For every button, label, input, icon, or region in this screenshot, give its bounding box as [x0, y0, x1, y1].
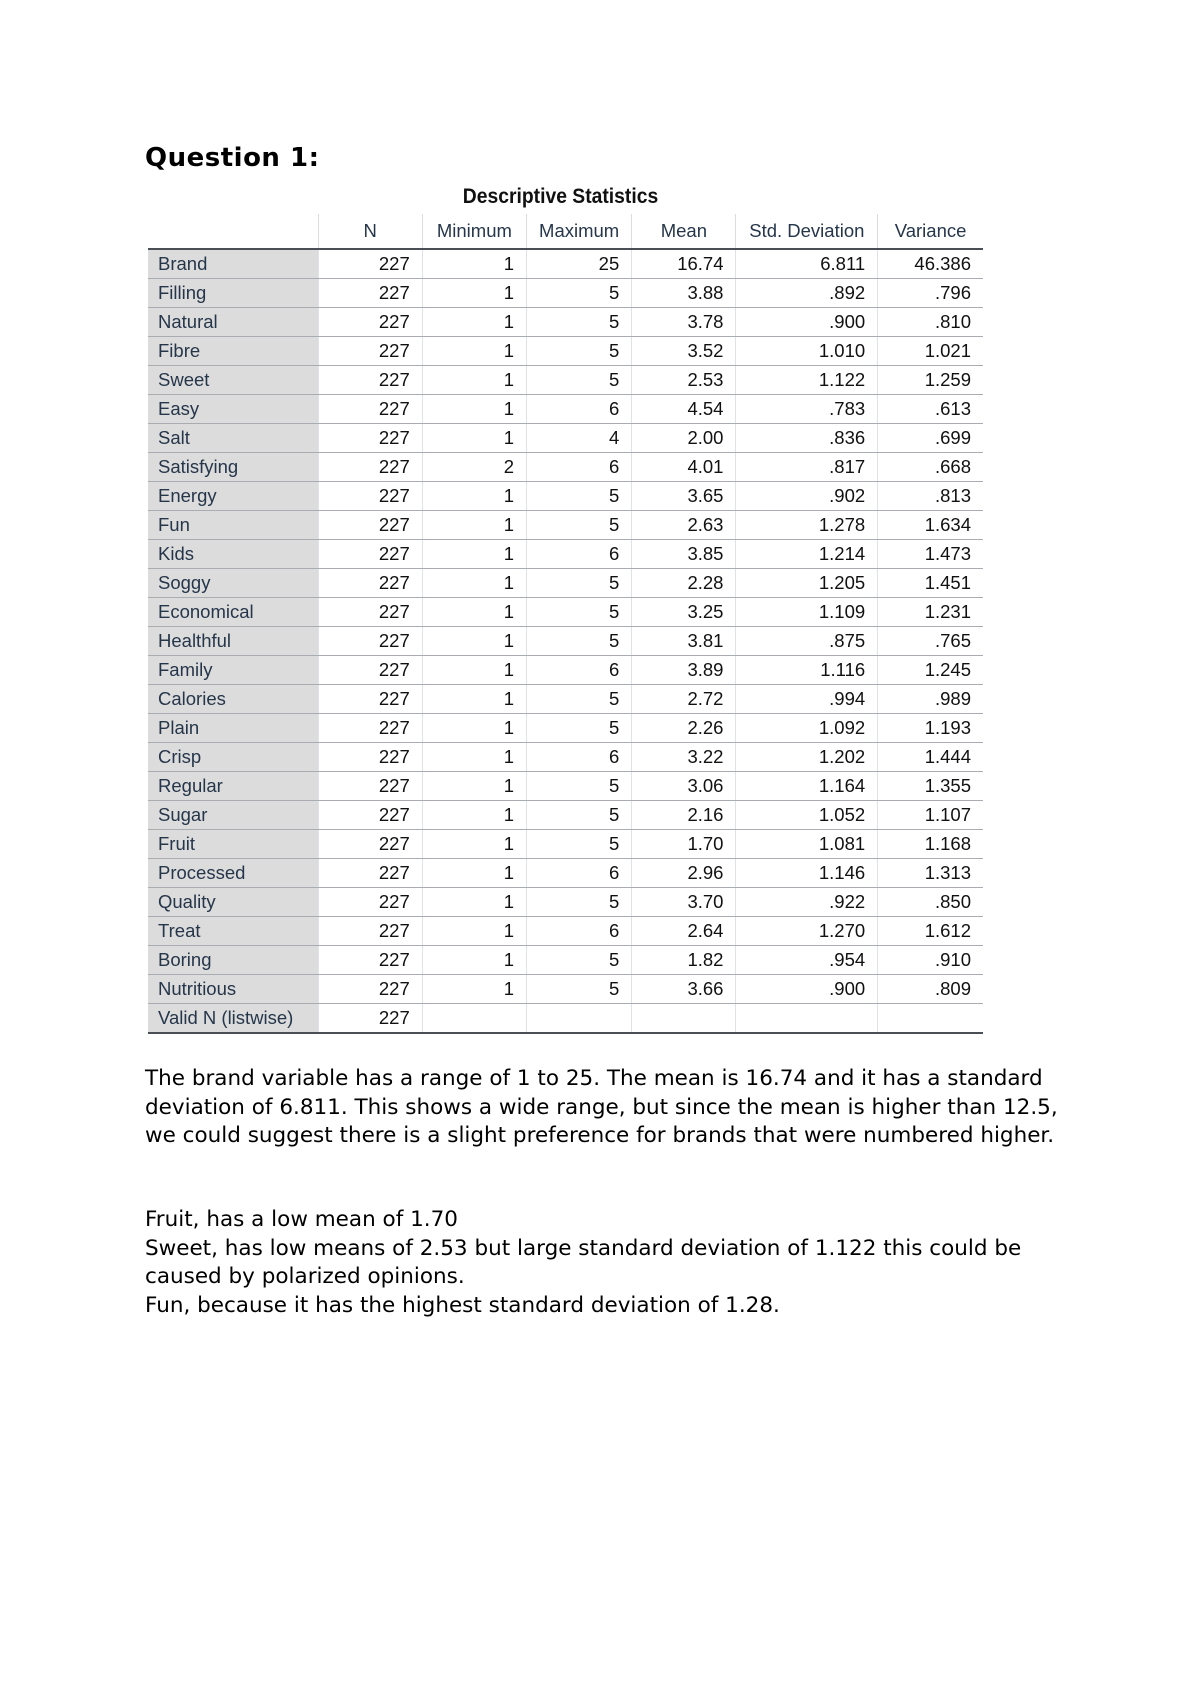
cell-mean: 3.88	[632, 279, 736, 308]
cell-std-deviation: .900	[736, 308, 878, 337]
row-label: Economical	[148, 598, 318, 627]
row-label: Sugar	[148, 801, 318, 830]
cell-mean: 3.25	[632, 598, 736, 627]
cell-variance: .796	[878, 279, 983, 308]
table-row	[148, 337, 983, 366]
cell-n: 227	[318, 453, 422, 482]
cell-n: 227	[318, 627, 422, 656]
cell-std-deviation: 1.092	[736, 714, 878, 743]
cell-n: 227	[318, 656, 422, 685]
row-label: Healthful	[148, 627, 318, 656]
question-heading: Question 1:	[145, 143, 320, 173]
cell-std-deviation: 1.010	[736, 337, 878, 366]
cell-std-deviation: .875	[736, 627, 878, 656]
cell-mean: 3.81	[632, 627, 736, 656]
cell-minimum: 1	[422, 279, 526, 308]
cell-maximum: 5	[527, 366, 632, 395]
cell-maximum: 6	[527, 656, 632, 685]
cell-variance: .699	[878, 424, 983, 453]
cell-maximum: 5	[527, 598, 632, 627]
cell-mean: 3.85	[632, 540, 736, 569]
cell-std-deviation: .954	[736, 946, 878, 975]
cell-n: 227	[318, 772, 422, 801]
cell-variance: 46.386	[878, 249, 983, 279]
cell-variance: 1.313	[878, 859, 983, 888]
cell-n: 227	[318, 366, 422, 395]
cell-mean: 3.66	[632, 975, 736, 1004]
cell-n: 227	[318, 249, 422, 279]
row-label: Regular	[148, 772, 318, 801]
table-row	[148, 685, 983, 714]
cell-minimum: 1	[422, 627, 526, 656]
cell-mean: 2.28	[632, 569, 736, 598]
cell-mean: 3.70	[632, 888, 736, 917]
cell-variance: .989	[878, 685, 983, 714]
cell-minimum: 1	[422, 337, 526, 366]
table-row	[148, 453, 983, 482]
cell-variance: .765	[878, 627, 983, 656]
cell-maximum: 5	[527, 627, 632, 656]
variable-notes	[145, 1206, 1075, 1320]
cell-n: 227	[318, 569, 422, 598]
cell-minimum	[422, 1004, 526, 1034]
cell-minimum: 1	[422, 946, 526, 975]
row-label: Nutritious	[148, 975, 318, 1004]
cell-maximum: 5	[527, 685, 632, 714]
cell-n: 227	[318, 337, 422, 366]
row-label: Fruit	[148, 830, 318, 859]
cell-std-deviation: .994	[736, 685, 878, 714]
table-body	[148, 249, 983, 1033]
cell-variance: .668	[878, 453, 983, 482]
cell-maximum: 6	[527, 859, 632, 888]
table-row	[148, 830, 983, 859]
cell-variance: .809	[878, 975, 983, 1004]
table-row	[148, 975, 983, 1004]
table-row	[148, 1004, 983, 1034]
cell-maximum: 6	[527, 743, 632, 772]
note-line-fun: Fun, because it has the highest standard deviation of 1.28.	[145, 1292, 780, 1318]
cell-std-deviation: 6.811	[736, 249, 878, 279]
row-label: Quality	[148, 888, 318, 917]
cell-minimum: 1	[422, 888, 526, 917]
row-label: Crisp	[148, 743, 318, 772]
column-header-variance: Variance	[878, 214, 983, 249]
cell-variance: 1.634	[878, 511, 983, 540]
column-header-n: N	[318, 214, 422, 249]
row-label: Easy	[148, 395, 318, 424]
cell-mean: 3.52	[632, 337, 736, 366]
cell-variance: 1.168	[878, 830, 983, 859]
table-header-row	[148, 214, 983, 249]
cell-minimum: 1	[422, 482, 526, 511]
cell-std-deviation: .817	[736, 453, 878, 482]
cell-maximum: 5	[527, 801, 632, 830]
row-label: Brand	[148, 249, 318, 279]
cell-maximum: 6	[527, 395, 632, 424]
cell-maximum: 5	[527, 569, 632, 598]
cell-n: 227	[318, 743, 422, 772]
cell-std-deviation: 1.116	[736, 656, 878, 685]
descriptive-statistics-table-container	[148, 180, 983, 1034]
cell-n: 227	[318, 395, 422, 424]
cell-n: 227	[318, 888, 422, 917]
cell-std-deviation: 1.081	[736, 830, 878, 859]
cell-n: 227	[318, 830, 422, 859]
cell-variance: 1.473	[878, 540, 983, 569]
cell-minimum: 1	[422, 859, 526, 888]
cell-n: 227	[318, 946, 422, 975]
cell-variance: 1.355	[878, 772, 983, 801]
cell-minimum: 1	[422, 249, 526, 279]
cell-maximum	[527, 1004, 632, 1034]
cell-n: 227	[318, 540, 422, 569]
row-label: Soggy	[148, 569, 318, 598]
table-row	[148, 888, 983, 917]
cell-minimum: 2	[422, 453, 526, 482]
table-row	[148, 598, 983, 627]
table-row	[148, 946, 983, 975]
row-label: Filling	[148, 279, 318, 308]
cell-maximum: 6	[527, 540, 632, 569]
cell-variance: .613	[878, 395, 983, 424]
cell-variance: 1.612	[878, 917, 983, 946]
cell-minimum: 1	[422, 917, 526, 946]
table-row	[148, 743, 983, 772]
cell-minimum: 1	[422, 424, 526, 453]
table-row	[148, 366, 983, 395]
row-label: Energy	[148, 482, 318, 511]
cell-mean: 3.65	[632, 482, 736, 511]
cell-std-deviation: 1.202	[736, 743, 878, 772]
cell-std-deviation	[736, 1004, 878, 1034]
cell-mean: 3.22	[632, 743, 736, 772]
row-label: Valid N (listwise)	[148, 1004, 318, 1034]
cell-mean	[632, 1004, 736, 1034]
cell-minimum: 1	[422, 540, 526, 569]
cell-mean: 3.78	[632, 308, 736, 337]
cell-variance: .850	[878, 888, 983, 917]
cell-minimum: 1	[422, 743, 526, 772]
cell-minimum: 1	[422, 830, 526, 859]
note-line-sweet: Sweet, has low means of 2.53 but large standard deviation of 1.122 this could be caused by polarized opinions.	[145, 1235, 1022, 1289]
cell-mean: 16.74	[632, 249, 736, 279]
cell-variance: .813	[878, 482, 983, 511]
cell-maximum: 6	[527, 917, 632, 946]
cell-std-deviation: 1.109	[736, 598, 878, 627]
table-row	[148, 714, 983, 743]
cell-std-deviation: 1.122	[736, 366, 878, 395]
row-label: Plain	[148, 714, 318, 743]
cell-n: 227	[318, 917, 422, 946]
cell-maximum: 4	[527, 424, 632, 453]
cell-maximum: 5	[527, 772, 632, 801]
cell-mean: 4.01	[632, 453, 736, 482]
cell-mean: 1.82	[632, 946, 736, 975]
cell-variance: 1.245	[878, 656, 983, 685]
cell-minimum: 1	[422, 395, 526, 424]
cell-minimum: 1	[422, 511, 526, 540]
cell-maximum: 5	[527, 337, 632, 366]
table-row	[148, 395, 983, 424]
cell-minimum: 1	[422, 975, 526, 1004]
column-header-minimum: Minimum	[422, 214, 526, 249]
table-title: Descriptive Statistics	[462, 185, 659, 208]
cell-maximum: 25	[527, 249, 632, 279]
cell-minimum: 1	[422, 772, 526, 801]
table-row	[148, 772, 983, 801]
cell-mean: 2.72	[632, 685, 736, 714]
cell-variance: 1.444	[878, 743, 983, 772]
table-row	[148, 859, 983, 888]
cell-std-deviation: 1.214	[736, 540, 878, 569]
table-row	[148, 917, 983, 946]
cell-mean: 3.89	[632, 656, 736, 685]
cell-std-deviation: 1.164	[736, 772, 878, 801]
table-row	[148, 627, 983, 656]
row-label: Boring	[148, 946, 318, 975]
column-header-label	[148, 214, 318, 249]
cell-mean: 2.64	[632, 917, 736, 946]
table-row	[148, 249, 983, 279]
cell-std-deviation: .783	[736, 395, 878, 424]
row-label: Salt	[148, 424, 318, 453]
row-label: Fibre	[148, 337, 318, 366]
cell-minimum: 1	[422, 366, 526, 395]
cell-mean: 2.16	[632, 801, 736, 830]
cell-maximum: 5	[527, 946, 632, 975]
cell-variance: 1.259	[878, 366, 983, 395]
cell-n: 227	[318, 1004, 422, 1034]
cell-std-deviation: .836	[736, 424, 878, 453]
cell-minimum: 1	[422, 656, 526, 685]
table-row	[148, 511, 983, 540]
cell-std-deviation: .900	[736, 975, 878, 1004]
table-row	[148, 801, 983, 830]
cell-mean: 1.70	[632, 830, 736, 859]
cell-mean: 2.96	[632, 859, 736, 888]
cell-minimum: 1	[422, 569, 526, 598]
cell-std-deviation: .922	[736, 888, 878, 917]
cell-maximum: 5	[527, 279, 632, 308]
table-row	[148, 279, 983, 308]
cell-minimum: 1	[422, 801, 526, 830]
cell-n: 227	[318, 685, 422, 714]
column-header-maximum: Maximum	[527, 214, 632, 249]
cell-variance: 1.193	[878, 714, 983, 743]
cell-maximum: 5	[527, 511, 632, 540]
descriptive-statistics-table	[148, 214, 983, 1034]
table-row	[148, 569, 983, 598]
row-label: Sweet	[148, 366, 318, 395]
row-label: Treat	[148, 917, 318, 946]
cell-mean: 4.54	[632, 395, 736, 424]
cell-n: 227	[318, 801, 422, 830]
row-label: Processed	[148, 859, 318, 888]
row-label: Fun	[148, 511, 318, 540]
table-row	[148, 308, 983, 337]
cell-n: 227	[318, 598, 422, 627]
row-label: Family	[148, 656, 318, 685]
row-label: Satisfying	[148, 453, 318, 482]
cell-variance: 1.451	[878, 569, 983, 598]
cell-minimum: 1	[422, 714, 526, 743]
row-label: Calories	[148, 685, 318, 714]
cell-std-deviation: 1.146	[736, 859, 878, 888]
cell-n: 227	[318, 308, 422, 337]
cell-n: 227	[318, 714, 422, 743]
cell-mean: 2.53	[632, 366, 736, 395]
cell-std-deviation: .902	[736, 482, 878, 511]
cell-std-deviation: .892	[736, 279, 878, 308]
row-label: Natural	[148, 308, 318, 337]
table-row	[148, 656, 983, 685]
cell-n: 227	[318, 482, 422, 511]
cell-maximum: 6	[527, 453, 632, 482]
cell-maximum: 5	[527, 830, 632, 859]
cell-mean: 2.26	[632, 714, 736, 743]
brand-interpretation-paragraph: The brand variable has a range of 1 to 25. The mean is 16.74 and it has a standard deviation of 6.811. This shows a wide range, but since the mean is higher than 12.5, we could suggest there is a slight preference for brands that were numbered higher.	[145, 1066, 1058, 1148]
cell-n: 227	[318, 859, 422, 888]
cell-maximum: 5	[527, 888, 632, 917]
cell-n: 227	[318, 424, 422, 453]
cell-variance: 1.231	[878, 598, 983, 627]
cell-std-deviation: 1.278	[736, 511, 878, 540]
cell-variance	[878, 1004, 983, 1034]
cell-n: 227	[318, 279, 422, 308]
cell-variance: .910	[878, 946, 983, 975]
cell-maximum: 5	[527, 308, 632, 337]
cell-mean: 2.63	[632, 511, 736, 540]
cell-minimum: 1	[422, 308, 526, 337]
cell-maximum: 5	[527, 482, 632, 511]
note-line-fruit: Fruit, has a low mean of 1.70	[145, 1207, 458, 1232]
cell-maximum: 5	[527, 975, 632, 1004]
column-header-mean: Mean	[632, 214, 736, 249]
cell-std-deviation: 1.270	[736, 917, 878, 946]
cell-mean: 2.00	[632, 424, 736, 453]
table-row	[148, 540, 983, 569]
cell-n: 227	[318, 511, 422, 540]
cell-minimum: 1	[422, 685, 526, 714]
cell-std-deviation: 1.052	[736, 801, 878, 830]
cell-variance: 1.021	[878, 337, 983, 366]
row-label: Kids	[148, 540, 318, 569]
cell-n: 227	[318, 975, 422, 1004]
cell-minimum: 1	[422, 598, 526, 627]
cell-std-deviation: 1.205	[736, 569, 878, 598]
cell-maximum: 5	[527, 714, 632, 743]
table-row	[148, 424, 983, 453]
table-row	[148, 482, 983, 511]
cell-variance: .810	[878, 308, 983, 337]
cell-mean: 3.06	[632, 772, 736, 801]
cell-variance: 1.107	[878, 801, 983, 830]
column-header-std-deviation: Std. Deviation	[736, 214, 878, 249]
